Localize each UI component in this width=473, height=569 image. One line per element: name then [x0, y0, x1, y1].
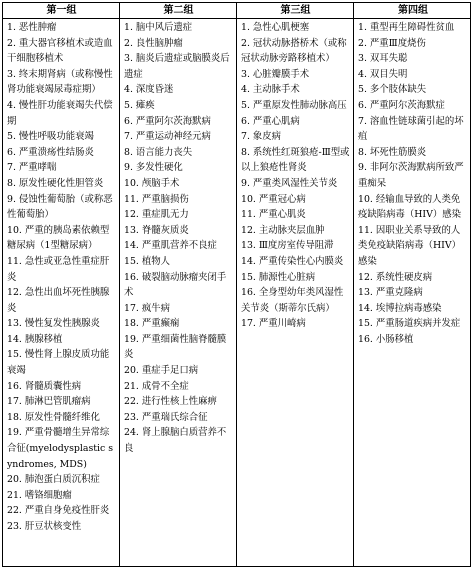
- header-group-1: 第一组: [46, 5, 77, 16]
- group-1-column: [3, 19, 120, 566]
- disease-item: 13. 严重克隆病: [358, 287, 423, 299]
- disease-item: 11. 严重脑损伤: [124, 193, 189, 205]
- disease-item: 20. 重症手足口病: [124, 365, 199, 377]
- disease-item: 6. 严重心肌病: [241, 115, 300, 127]
- disease-item: 1. 急性心肌梗塞: [241, 22, 310, 33]
- disease-item: 14. 严重传染性心内膜炎: [241, 255, 344, 267]
- disease-item: 10. 严重的胰岛素依赖型糖尿病（1型糖尿病）: [7, 224, 110, 252]
- disease-item: 10. 颅脑手术: [124, 177, 180, 189]
- disease-item: 2. 冠状动脉搭桥术（或称冠状动脉旁路移植术）: [241, 37, 347, 65]
- disease-item: 20. 肺泡蛋白质沉积症: [7, 474, 100, 486]
- disease-item: 4. 慢性肝功能衰竭失代偿期: [7, 99, 113, 127]
- disease-item: 15. 肺源性心脏病: [241, 271, 316, 283]
- disease-item: 8. 语言能力丧失: [124, 146, 193, 158]
- disease-item: 8. 系统性红斑狼疮-Ⅲ型或以上狼疮性肾炎: [241, 146, 350, 174]
- disease-item: 19. 严重细菌性脑脊髓膜炎: [124, 333, 227, 361]
- disease-item: 4. 主动脉手术: [241, 84, 300, 96]
- disease-item: 2. 重大器官移植术或造血干细胞移植术: [7, 37, 113, 65]
- disease-item: 16. 破裂脑动脉瘤夹闭手术: [124, 271, 227, 299]
- disease-item: 14. 严重肌营养不良症: [124, 240, 217, 252]
- disease-item: 14. 胰腺移植: [7, 333, 63, 345]
- disease-item: 6. 严重溃疡性结肠炎: [7, 146, 94, 158]
- disease-item: 1. 重型再生障碍性贫血: [358, 22, 455, 33]
- disease-item: 13. 脊髓灰质炎: [124, 224, 189, 236]
- disease-item: 15. 植物人: [124, 255, 171, 267]
- disease-item: 7. 溶血性链球菌引起的坏疽: [358, 115, 464, 143]
- disease-item: 18. 原发性骨髓纤维化: [7, 411, 100, 423]
- disease-item: 6. 严重阿尔茨海默症: [358, 99, 445, 111]
- disease-item: 12. 系统性硬皮病: [358, 271, 433, 283]
- disease-item: 9. 侵蚀性葡萄胎（或称恶性葡萄胎）: [7, 193, 113, 221]
- disease-item: 5. 严重原发性肺动脉高压: [241, 99, 347, 111]
- disease-item: 23. 严重瑞氏综合征: [124, 411, 208, 423]
- disease-item: 7. 严重运动神经元病: [124, 131, 211, 143]
- disease-item: 12. 重症肌无力: [124, 209, 189, 221]
- disease-item: 16. 肾髓质囊性病: [7, 380, 82, 392]
- disease-item: 14. 埃博拉病毒感染: [358, 302, 442, 314]
- disease-item: 10. 严重冠心病: [241, 193, 306, 205]
- disease-item: 11. 急性或亚急性重症肝炎: [7, 255, 110, 283]
- disease-item: 19. 严重骨髓增生异常综合征(myelodysplastic syndromes, MDS): [7, 427, 114, 470]
- disease-item: 2. 良性脑肿瘤: [124, 37, 183, 49]
- disease-item: 22. 进行性核上性麻痹: [124, 396, 217, 408]
- disease-item: 21. 嗜铬细胞瘤: [7, 489, 72, 501]
- disease-item: 24. 肾上腺脑白质营养不良: [124, 427, 227, 455]
- disease-item: 21. 成骨不全症: [124, 380, 189, 392]
- header-group-4: 第四组: [398, 5, 428, 16]
- disease-item: 4. 双目失明: [358, 68, 408, 80]
- disease-item: 9. 非阿尔茨海默病所致严重痴呆: [358, 162, 464, 189]
- disease-item: 12. 急性出血坏死性胰腺炎: [7, 287, 110, 314]
- disease-item: 17. 肺淋巴管肌瘤病: [7, 396, 91, 408]
- header-group-3: 第三组: [280, 5, 311, 16]
- disease-item: 22. 严重自身免疫性肝炎: [7, 505, 110, 517]
- disease-item: 15. 慢性肾上腺皮质功能衰竭: [7, 349, 110, 377]
- disease-item: 7. 象皮病: [241, 131, 282, 143]
- disease-item: 9. 严重类风湿性关节炎: [241, 177, 338, 189]
- disease-item: 3. 双耳失聪: [358, 53, 408, 65]
- disease-item: 3. 终末期肾病（或称慢性肾功能衰竭尿毒症期）: [7, 68, 113, 96]
- disease-item: 9. 多发性硬化: [124, 162, 183, 174]
- disease-item: 3. 脑炎后遗症或脑膜炎后遗症: [124, 53, 230, 80]
- header-group-2: 第二组: [163, 5, 194, 16]
- disease-item: 17. 疯牛病: [124, 302, 171, 314]
- disease-item: 13. Ⅲ度房室传导阻滞: [241, 240, 334, 252]
- disease-item: 17. 严重川崎病: [241, 318, 306, 330]
- disease-item: 10. 经输血导致的人类免疫缺陷病毒（HIV）感染: [358, 193, 462, 221]
- disease-item: 15. 严重肠道疾病并发症: [358, 318, 461, 330]
- disease-item: 5. 慢性呼吸功能衰竭: [7, 131, 94, 143]
- disease-item: 11. 因职业关系导致的人类免疫缺陷病毒（HIV）感染: [358, 224, 462, 267]
- disease-item: 5. 多个肢体缺失: [358, 84, 427, 96]
- disease-item: 18. 严重癫痫: [124, 318, 180, 330]
- disease-item: 12. 主动脉夹层血肿: [241, 224, 325, 236]
- disease-item: 1. 脑中风后遗症: [124, 22, 193, 33]
- disease-item: 3. 心脏瓣膜手术: [241, 68, 310, 80]
- disease-item: 8. 原发性硬化性胆管炎: [7, 177, 104, 189]
- disease-group-table: [2, 2, 471, 567]
- group-4-column: [354, 19, 472, 566]
- disease-item: 6. 严重阿尔茨海默病: [124, 115, 211, 127]
- disease-item: 7. 严重哮喘: [7, 162, 57, 174]
- disease-item: 11. 严重心肌炎: [241, 209, 306, 221]
- group-3-column: [237, 19, 354, 566]
- disease-item: 8. 坏死性筋膜炎: [358, 146, 427, 158]
- disease-item: 4. 深度昏迷: [124, 84, 174, 96]
- disease-item: 5. 瘫痪: [124, 99, 155, 111]
- disease-item: 23. 肝豆状核变性: [7, 521, 82, 532]
- group-2-column: [120, 19, 237, 566]
- disease-item: 1. 恶性肿瘤: [7, 22, 57, 33]
- disease-item: 16. 全身型幼年类风湿性关节炎（斯蒂尔氏病）: [241, 287, 344, 314]
- disease-item: 2. 严重Ⅲ度烧伤: [358, 37, 426, 49]
- disease-item: 13. 慢性复发性胰腺炎: [7, 318, 100, 330]
- disease-item: 16. 小肠移植: [358, 333, 414, 345]
